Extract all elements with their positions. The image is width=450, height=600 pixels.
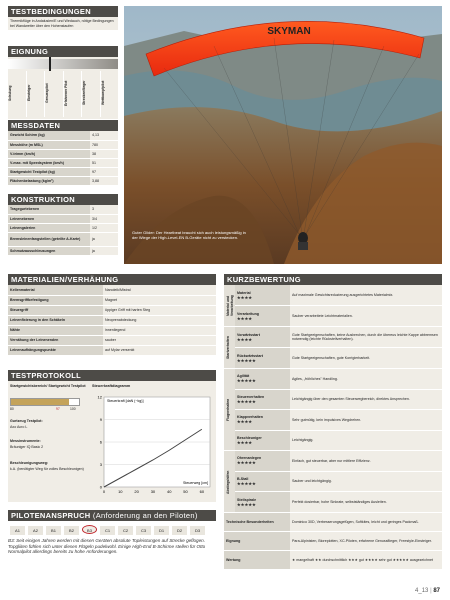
stars: ★★★★★ xyxy=(237,480,256,486)
table-row: Startverhalten Vorwärtsstart ★★★★ Gute Startgeeigenschaften, keine Ausbrechen, durch die übereus leichte Kappe abbremsen notwendig (leichte Rückstellverhalten). xyxy=(224,327,442,348)
group-label: Abstiegshilfen xyxy=(224,451,235,513)
pilot-class-b3-selected: B3 xyxy=(82,525,97,534)
rating-cell: B-Stall ★★★★★ xyxy=(235,471,290,492)
pilot-section xyxy=(8,510,216,555)
chart-ytick-label: 9 xyxy=(99,417,102,422)
testprotokoll-section xyxy=(8,370,216,502)
beschl-label: Beschleunigungsweg: xyxy=(10,461,49,465)
pilot-figure xyxy=(298,232,308,250)
pilot-class-c1: C1 xyxy=(100,526,115,535)
table-row: Eignung Para-Alpinisten, Bioreplotten, XC-Piloten, erfahrene Genussflieger, Freestyle-Einsteiger. xyxy=(224,532,442,551)
eignung-level-marker xyxy=(49,57,51,71)
stars: ★★★★★ xyxy=(237,357,256,363)
weight-label: Startgewichtsbereich/ Startgewicht Testpilot xyxy=(10,384,86,388)
table-row: B-Stall ★★★★★ Sauber und leichtgängig. xyxy=(224,471,442,492)
chart-xtick-label: 10 xyxy=(118,489,123,494)
photo-caption: Guter Glider: Der Heartbeat braucht sich auch leistungsmäßig in der Wiege der High-Level-EN B-Geräte nicht zu verstecken. xyxy=(132,230,246,241)
wing-text: SKYMAN xyxy=(267,26,311,37)
weight-bar xyxy=(10,398,80,406)
eignung-col: Schulung xyxy=(8,71,27,117)
rating-cell: Agilität ★★★★★ xyxy=(235,369,290,390)
pilot-class-a1: A1 xyxy=(10,526,25,535)
table-row: Steilspirale ★★★★★ Perfekt dosierbar, hohe Sinkrate, selbstständiges Ausleiten. xyxy=(224,492,442,513)
table-row: Startgewicht Testpilot (kg) 97 xyxy=(8,167,118,176)
eignung-section xyxy=(8,46,118,119)
table-row: Verarbeitung ★★★★ Sauber verarbeitete Leichtmaterialien. xyxy=(224,306,442,327)
messdaten-table xyxy=(8,131,118,186)
photo xyxy=(124,6,442,264)
group-label: Startverhalten xyxy=(224,327,235,369)
pilot-class-a2: A2 xyxy=(28,526,43,535)
messdaten-section xyxy=(8,120,118,186)
eignung-col: Streckenflieger xyxy=(82,71,101,117)
beschl-value: k.A. (benötigter Weg für volles Beschleunigen) xyxy=(10,467,84,471)
table-row: Messhöhe (m MSL) 780 xyxy=(8,140,118,149)
rating-cell: Klappverhalten ★★★★ xyxy=(235,410,290,431)
table-row: Leinenfixierung in den Schäkeln Neoprenabdeckung xyxy=(8,315,216,325)
table-row: V-max. mit Speedsystem (km/h) 51 xyxy=(8,158,118,167)
group-label: Material und Verarbeitung xyxy=(224,285,235,327)
test-text: Thermikflüge in Andalusien/E und Wedauch, nötige Bedingungen bei Wandwetter über den Hohenstaufen xyxy=(8,17,118,30)
bar-value: 97 xyxy=(56,407,60,411)
testprotokoll-body xyxy=(8,381,216,502)
instrument-label: Messinstrumente: xyxy=(10,439,41,443)
page-footer xyxy=(415,588,440,594)
table-row: Nähte innenliegend xyxy=(8,325,216,335)
stars: ★★★★ xyxy=(237,439,253,445)
table-row: Bremsleinenfangstellen (geteilte A-Karte) ja xyxy=(8,232,118,246)
eignung-col: Genusspilot xyxy=(45,71,64,117)
stars: ★★★★★ xyxy=(237,378,256,384)
test-section xyxy=(8,6,118,30)
gurtzeug-value: Axo Acro L xyxy=(10,425,28,429)
chart-ytick-label: 12 xyxy=(97,394,102,400)
table-row: Vernähung der Leinenenden sauber xyxy=(8,335,216,345)
paraglider-photo xyxy=(124,6,442,264)
table-row: Leinenaufhängungspunkte auf Mylar versenkt xyxy=(8,345,216,355)
stars: ★★★★ xyxy=(237,419,253,425)
stars: ★★★★ xyxy=(237,294,253,300)
stars: ★★★★★ xyxy=(237,460,256,466)
table-row: Steuerverhalten ★★★★★ Leichtgängig über den gesamten Steuerwegbereich, direktes Ansprechen. xyxy=(224,389,442,410)
eignung-col: Einsteiger xyxy=(27,71,46,117)
konstruktion-table xyxy=(8,205,118,256)
table-row: Kellenmaterial Nanoleik/Mistral xyxy=(8,285,216,295)
table-row: Wertung ★ mangelhaft ★★ durchschnittlich ★★★ gut ★★★★ sehr gut ★★★★★ ausgezeichnet xyxy=(224,551,442,570)
chart-xtick-label: 30 xyxy=(150,489,156,494)
chart-ytick-label: 0 xyxy=(99,484,102,490)
chart-xtick-label: 20 xyxy=(134,489,139,494)
pilot-classes xyxy=(8,521,216,538)
kurzbewertung-table xyxy=(224,285,442,570)
stars: ★★★★ xyxy=(237,315,253,321)
table-row: Schmutzausschleusungen ja xyxy=(8,246,118,255)
table-row: Abstiegshilfen Ohrenanlegen ★★★★★ Einfach, gut steuerbar, aber nur mittlere Effizienz. xyxy=(224,451,442,472)
pilot-class-c2: C2 xyxy=(118,526,133,535)
table-row: Klappverhalten ★★★★ Sehr gutmütig, kein impulsives Wegdrehen. xyxy=(224,410,442,431)
messdaten-title: MESSDATEN xyxy=(8,120,118,131)
pilot-subtitle: (Anforderung an den Piloten) xyxy=(92,511,198,520)
table-row: Beschleuniger ★★★★ Leichtgängig. xyxy=(224,430,442,451)
table-row: V-trimm (km/h) 38 xyxy=(8,149,118,158)
eignung-col: Wettkampfpilot xyxy=(100,80,105,106)
konstruktion-section xyxy=(8,194,118,256)
rating-cell: Steilspirale ★★★★★ xyxy=(235,492,290,513)
rating-cell: Vorwärtsstart ★★★★ xyxy=(235,327,290,348)
konstruktion-title: KONSTRUKTION xyxy=(8,194,118,205)
eignung-columns xyxy=(8,71,118,117)
bar-min: 80 xyxy=(10,407,14,411)
chart-xtick-label: 50 xyxy=(183,489,188,494)
pilot-class-c3: C3 xyxy=(136,526,151,535)
rating-cell: Rückwärtsstart ★★★★★ xyxy=(235,348,290,369)
chart-ytick-label: 6 xyxy=(99,439,102,445)
eignung-gradient xyxy=(8,59,118,69)
chart-ytick-label: 3 xyxy=(99,462,102,467)
table-row: Technische Besonderheiten Dominico 30D, Verbesserungsgefügen, Softkites, leicht und geringes Packmaß. xyxy=(224,513,442,532)
footer-divider: | xyxy=(430,588,432,594)
page-number: 87 xyxy=(433,588,440,594)
rating-cell: Ohrenanlegen ★★★★★ xyxy=(235,451,290,472)
pilot-class-d2: D2 xyxy=(172,526,187,535)
pilot-class-d3: D3 xyxy=(190,526,205,535)
rating-cell: Verarbeitung ★★★★ xyxy=(235,306,290,327)
pilot-class-d1: D1 xyxy=(154,526,169,535)
table-row: Bremsgriffbefestigung Magnet xyxy=(8,295,216,305)
pilot-header xyxy=(8,510,216,521)
pilot-class-b1: B1 xyxy=(46,526,61,535)
kurzbewertung-title: KURZBEWERTUNG xyxy=(224,274,442,285)
rating-cell: Beschleuniger ★★★★ xyxy=(235,430,290,451)
table-row: Rückwärtsstart ★★★★★ Gute Startgeeigenschaften, gute Korrigierbarkeit. xyxy=(224,348,442,369)
eignung-title: EIGNUNG xyxy=(8,46,118,57)
testprotokoll-title: TESTPROTOKOLL xyxy=(8,370,216,381)
group-label: Flugverhalten xyxy=(224,369,235,451)
pilot-class-b2: B2 xyxy=(64,526,79,535)
table-row: Gewicht Schirm (kg) 4,13 xyxy=(8,131,118,140)
stars: ★★★★★ xyxy=(237,501,256,507)
bar-max: 100 xyxy=(70,407,76,411)
table-row: Tragegurtebenen 3 xyxy=(8,205,118,214)
chart-xtick-label: 40 xyxy=(167,489,172,494)
steuerkraft-chart xyxy=(92,391,214,499)
table-row: Leinenebenen 3/4 xyxy=(8,214,118,223)
table-row: Flächenbelastung (kg/m²) 3,88 xyxy=(8,176,118,185)
chart-xtick-label: 0 xyxy=(102,489,106,494)
material-title: MATERIALIEN/VERHÄHUNG xyxy=(8,274,216,285)
chart-xtick-label: 60 xyxy=(199,489,205,494)
pilot-title: PILOTENANSPRUCH xyxy=(11,511,91,520)
chart-title: Steuerkraftdiagramm xyxy=(92,384,131,388)
issue-number: 4_13 xyxy=(415,588,429,594)
rating-cell: Material ★★★★ xyxy=(235,285,290,306)
test-title: TESTBEDINGUNGEN xyxy=(8,6,118,17)
eignung-scale xyxy=(8,57,118,119)
material-table xyxy=(8,285,216,356)
chart-ylabel: Steuerkraft [daN (~kg)] xyxy=(107,399,144,403)
pilot-text: B3: Seit einigen Jahren werden mit diesen Geräten absolute Topleistungen auf Strecke geflogen. Topgliiten fühlen sich unter diesen Flügeln pudelwohl. Einige High-End B-Schirme stellen für Otto Normalpilot allerdings bereits zu hohe Anforderungen. xyxy=(8,538,206,555)
rating-cell: Steuerverhalten ★★★★★ xyxy=(235,389,290,410)
material-section xyxy=(8,274,216,356)
chart-xlabel: Steuerweg [cm] xyxy=(183,481,208,485)
weight-bar-fill xyxy=(11,399,69,405)
stars: ★★★★ xyxy=(237,336,253,342)
gurtzeug-label: Gurtzeug Testpilot: xyxy=(10,419,43,423)
stars: ★★★★★ xyxy=(237,398,256,404)
table-row: Leinengalerien 1/2 xyxy=(8,223,118,232)
table-row: Material und Verarbeitung Material ★★★★ Auf maximale Gewichtsreduzierung ausgerichtetes Materialmix. xyxy=(224,285,442,306)
table-row: Steuergriff üppiger Griff mit harten Steg xyxy=(8,305,216,315)
table-row: Flugverhalten Agilität ★★★★★ Agiles, „fröhliches" Handling. xyxy=(224,369,442,390)
kurzbewertung-section xyxy=(224,274,442,570)
eignung-col: Erfahrener Pilot xyxy=(64,71,83,117)
instrument-value: Bräuniger IQ Basic 2 xyxy=(10,445,44,449)
